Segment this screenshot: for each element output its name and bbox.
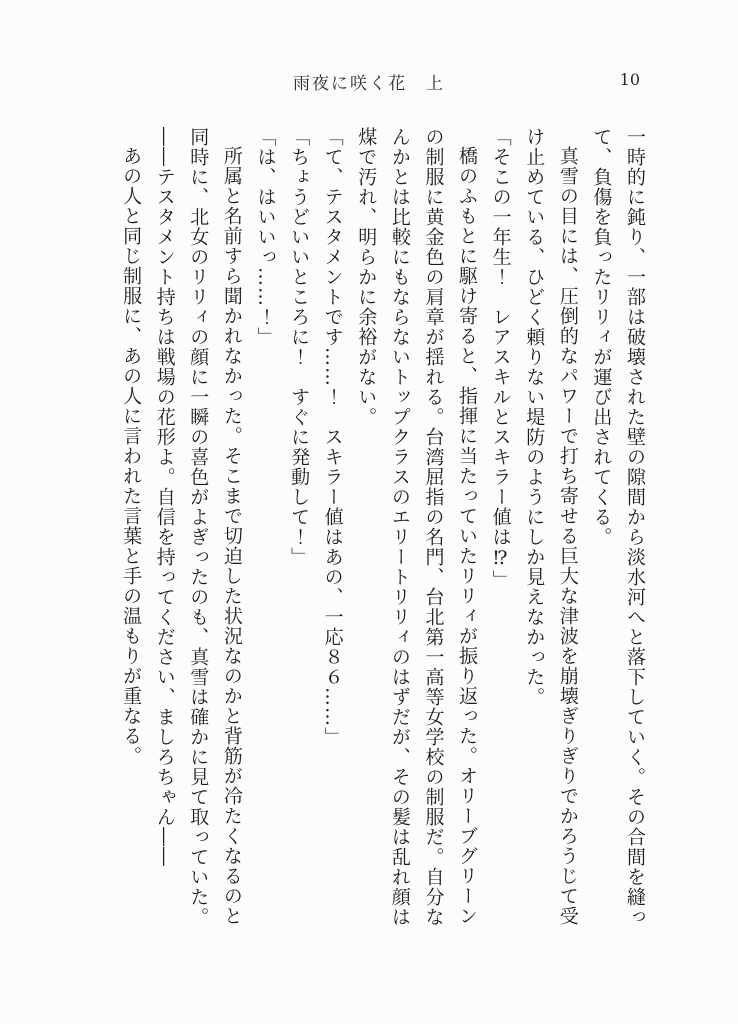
- page-number: 10: [619, 70, 640, 89]
- paragraph-3-dialogue: 「そこの一年生！ レアスキルとスキラー値は⁉」: [489, 127, 512, 590]
- text-body: [111, 127, 651, 930]
- running-head-title: 雨夜に咲く花 上: [293, 74, 445, 94]
- paragraph-9-flashback: ――テスタメント持ちは戦場の花形よ。自信を持ってください、ましろちゃん――: [153, 127, 176, 867]
- paragraph-7-dialogue: 「は、はいいっ……！」: [254, 127, 277, 347]
- paragraph-6-dialogue: 「ちょうどいいところに！ すぐに発動して！」: [288, 127, 311, 567]
- paragraph-2: 真雪の目には、圧倒的なパワーで打ち寄せる巨大な津波を崩壊ぎりぎりでかろうじて受け止めている、ひどく頼りない堤防のようにしか見えなかった。: [523, 127, 579, 926]
- paragraph-5-dialogue: 「て、テスタメントです……！ スキラー値はあの、一応８６……」: [321, 127, 344, 747]
- paragraph-10: あの人と同じ制服に、あの人に言われた言葉と手の温もりが重なる。: [120, 146, 143, 766]
- paragraph-4: 橋のふもとに駆け寄ると、指揮に当たっていたリリィが振り返った。オリーブグリーンの制服に黄金色の肩章が揺れる。台湾屈指の名門、台北第一高等女学校の制服だ。自分なんかとは比較にもならないトップクラスのエリートリリィのはずだが、その髪は乱れ顔は煤で汚れ、明らかに余裕がない。: [355, 127, 479, 927]
- paragraph-1: 一時的に鈍り、一部は破壊された壁の隙間から淡水河へと落下していく。その合間を縫って、負傷を負ったリリィが運び出されてくる。: [590, 127, 646, 927]
- paragraph-8: 所属と名前すら聞かれなかった。そこまで切迫した状況なのかと背筋が冷たくなるのと同時に、北女のリリィの顔に一瞬の喜色がよぎったのも、真雪は確かに見て取っていた。: [187, 127, 243, 927]
